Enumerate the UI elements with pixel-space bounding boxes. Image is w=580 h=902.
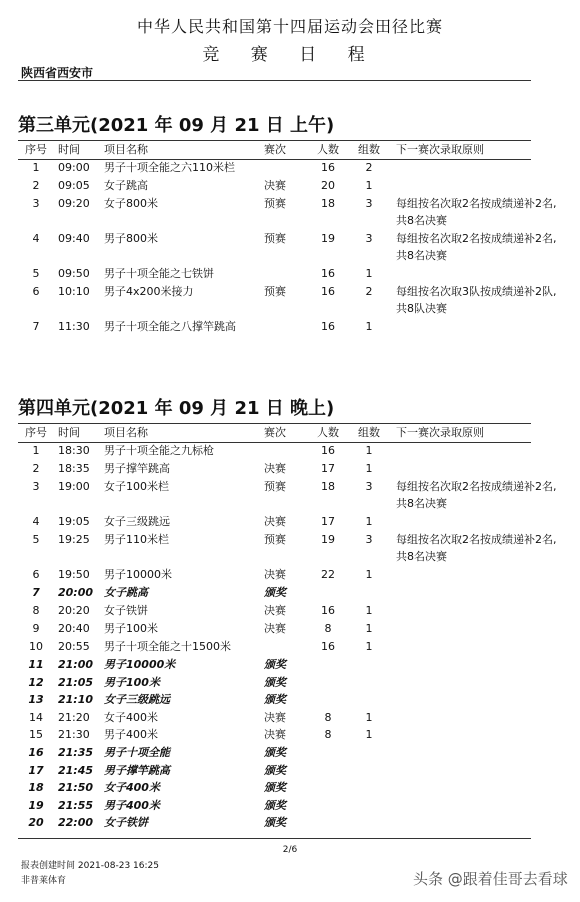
cell-event: 男子十项全能之六110米栏 bbox=[104, 161, 235, 174]
section-title: 第四单元(2021 年 09 月 21 日 晚上) bbox=[18, 398, 335, 419]
cell-rule: 每组按名次取3队按成绩递补2队,共8队决赛 bbox=[396, 285, 557, 315]
cell-g: 3 bbox=[365, 480, 373, 493]
cell-time: 21:20 bbox=[58, 711, 90, 724]
cell-event: 女子跳高 bbox=[104, 586, 148, 599]
cell-event: 男子撑竿跳高 bbox=[104, 462, 170, 475]
column-header: 组数 bbox=[358, 143, 380, 156]
cell-event: 男子10000米 bbox=[104, 658, 176, 671]
cell-event: 男子十项全能之七铁饼 bbox=[104, 267, 214, 280]
cell-no: 7 bbox=[32, 320, 40, 333]
cell-time: 18:35 bbox=[58, 462, 90, 475]
cell-no: 16 bbox=[28, 746, 44, 759]
cell-n: 8 bbox=[324, 728, 332, 741]
cell-n: 16 bbox=[321, 161, 335, 174]
cell-n: 22 bbox=[321, 568, 335, 581]
table-row bbox=[18, 691, 558, 709]
table-row bbox=[18, 283, 558, 315]
cell-g: 3 bbox=[365, 533, 373, 546]
venue-label: 陕西省西安市 bbox=[21, 66, 94, 80]
table-row bbox=[18, 620, 558, 638]
cell-n: 17 bbox=[321, 462, 335, 475]
table-row bbox=[18, 726, 558, 744]
table-row bbox=[18, 566, 558, 584]
cell-event: 女子800米 bbox=[104, 197, 158, 210]
cell-event: 男子400米 bbox=[104, 728, 158, 741]
cell-event: 女子三级跳远 bbox=[104, 693, 170, 706]
column-header: 人数 bbox=[317, 143, 339, 156]
cell-no: 12 bbox=[28, 676, 44, 689]
table-row bbox=[18, 478, 558, 510]
column-header: 下一赛次录取原则 bbox=[396, 426, 484, 439]
cell-g: 1 bbox=[365, 444, 373, 457]
cell-no: 6 bbox=[32, 568, 40, 581]
cell-time: 21:30 bbox=[58, 728, 90, 741]
cell-round: 决赛 bbox=[264, 515, 286, 528]
cell-round: 预赛 bbox=[264, 197, 286, 210]
cell-no: 19 bbox=[28, 799, 44, 812]
cell-no: 2 bbox=[32, 462, 40, 475]
cell-time: 18:30 bbox=[58, 444, 90, 457]
cell-n: 20 bbox=[321, 179, 335, 192]
cell-round: 颁奖 bbox=[264, 781, 286, 794]
cell-time: 09:05 bbox=[58, 179, 90, 192]
table-row bbox=[18, 177, 558, 195]
header-divider bbox=[18, 80, 531, 81]
cell-event: 男子100米 bbox=[104, 676, 160, 689]
page-number: 2/6 bbox=[282, 845, 298, 855]
cell-no: 18 bbox=[28, 781, 44, 794]
cell-n: 16 bbox=[321, 285, 335, 298]
cell-round: 预赛 bbox=[264, 232, 286, 245]
cell-time: 19:00 bbox=[58, 480, 90, 493]
cell-no: 6 bbox=[32, 285, 40, 298]
cell-n: 16 bbox=[321, 320, 335, 333]
table-row bbox=[18, 656, 558, 674]
document-title: 中华人民共和国第十四届运动会田径比赛 bbox=[136, 17, 443, 36]
cell-round: 决赛 bbox=[264, 568, 286, 581]
column-header: 项目名称 bbox=[104, 426, 148, 439]
table-row bbox=[18, 744, 558, 762]
cell-n: 16 bbox=[321, 267, 335, 280]
section-title: 第三单元(2021 年 09 月 21 日 上午) bbox=[18, 115, 335, 136]
cell-time: 21:35 bbox=[58, 746, 94, 759]
table-row bbox=[18, 460, 558, 478]
column-header: 赛次 bbox=[264, 426, 286, 439]
cell-round: 颁奖 bbox=[264, 746, 286, 759]
cell-no: 9 bbox=[32, 622, 40, 635]
table-header bbox=[18, 141, 558, 159]
cell-rule: 每组按名次取2名按成绩递补2名,共8名决赛 bbox=[396, 480, 557, 510]
table-row bbox=[18, 195, 558, 227]
cell-time: 19:25 bbox=[58, 533, 90, 546]
cell-event: 女子跳高 bbox=[104, 179, 148, 192]
cell-rule: 每组按名次取2名按成绩递补2名,共8名决赛 bbox=[396, 232, 557, 262]
column-header: 时间 bbox=[58, 426, 80, 439]
cell-time: 22:00 bbox=[58, 816, 94, 829]
table-row bbox=[18, 674, 558, 692]
cell-g: 1 bbox=[365, 462, 373, 475]
cell-no: 1 bbox=[32, 161, 40, 174]
watermark-text: 头条 @跟着佳哥去看球 bbox=[413, 870, 568, 888]
cell-no: 10 bbox=[29, 640, 43, 653]
cell-time: 09:50 bbox=[58, 267, 90, 280]
cell-time: 21:50 bbox=[58, 781, 94, 794]
cell-no: 3 bbox=[32, 197, 40, 210]
table-row bbox=[18, 779, 558, 797]
cell-no: 5 bbox=[32, 533, 40, 546]
cell-time: 19:50 bbox=[58, 568, 90, 581]
cell-n: 18 bbox=[321, 197, 335, 210]
cell-event: 女子铁饼 bbox=[104, 816, 148, 829]
cell-no: 2 bbox=[32, 179, 40, 192]
cell-g: 1 bbox=[365, 267, 373, 280]
cell-round: 决赛 bbox=[264, 728, 286, 741]
cell-event: 男子100米 bbox=[104, 622, 158, 635]
cell-time: 20:40 bbox=[58, 622, 90, 635]
cell-event: 男子十项全能之十1500米 bbox=[104, 640, 231, 653]
table-row bbox=[18, 709, 558, 727]
cell-event: 男子十项全能 bbox=[104, 746, 170, 759]
cell-rule: 每组按名次取2名按成绩递补2名,共8名决赛 bbox=[396, 197, 557, 227]
table-row bbox=[18, 318, 558, 336]
cell-event: 男子400米 bbox=[104, 799, 160, 812]
table-row bbox=[18, 442, 558, 460]
column-header: 组数 bbox=[358, 426, 380, 439]
table-row bbox=[18, 814, 558, 832]
cell-event: 男子10000米 bbox=[104, 568, 172, 581]
cell-no: 4 bbox=[32, 232, 40, 245]
cell-event: 男子撑竿跳高 bbox=[104, 764, 170, 777]
cell-time: 20:55 bbox=[58, 640, 90, 653]
table-row bbox=[18, 584, 558, 602]
column-header: 时间 bbox=[58, 143, 80, 156]
cell-time: 11:30 bbox=[58, 320, 90, 333]
table-row bbox=[18, 602, 558, 620]
cell-g: 1 bbox=[365, 568, 373, 581]
cell-g: 1 bbox=[365, 622, 373, 635]
cell-round: 颁奖 bbox=[264, 816, 286, 829]
column-header: 序号 bbox=[25, 426, 47, 439]
cell-round: 预赛 bbox=[264, 480, 286, 493]
footer-divider bbox=[18, 838, 531, 839]
cell-event: 男子4x200米接力 bbox=[104, 285, 194, 298]
cell-time: 19:05 bbox=[58, 515, 90, 528]
cell-time: 09:40 bbox=[58, 232, 90, 245]
cell-no: 4 bbox=[32, 515, 40, 528]
cell-time: 21:00 bbox=[58, 658, 94, 671]
cell-n: 19 bbox=[321, 232, 335, 245]
cell-round: 决赛 bbox=[264, 622, 286, 635]
column-header: 项目名称 bbox=[104, 143, 148, 156]
column-header: 人数 bbox=[317, 426, 339, 439]
cell-round: 颁奖 bbox=[264, 658, 286, 671]
table-header bbox=[18, 424, 558, 442]
table-row bbox=[18, 797, 558, 815]
cell-event: 女子铁饼 bbox=[104, 604, 148, 617]
table-row bbox=[18, 513, 558, 531]
cell-n: 16 bbox=[321, 604, 335, 617]
document-subtitle: 竞 赛 日 程 bbox=[202, 45, 378, 65]
cell-n: 18 bbox=[321, 480, 335, 493]
cell-time: 21:45 bbox=[58, 764, 94, 777]
cell-no: 3 bbox=[32, 480, 40, 493]
cell-event: 男子800米 bbox=[104, 232, 158, 245]
cell-round: 决赛 bbox=[264, 604, 286, 617]
cell-time: 10:10 bbox=[58, 285, 90, 298]
table-row bbox=[18, 159, 558, 177]
cell-time: 20:20 bbox=[58, 604, 90, 617]
cell-g: 1 bbox=[365, 604, 373, 617]
cell-event: 男子十项全能之八撑竿跳高 bbox=[104, 320, 236, 333]
table-row bbox=[18, 531, 558, 563]
cell-round: 颁奖 bbox=[264, 676, 286, 689]
cell-g: 1 bbox=[365, 728, 373, 741]
cell-time: 21:10 bbox=[58, 693, 94, 706]
column-header: 赛次 bbox=[264, 143, 286, 156]
cell-round: 决赛 bbox=[264, 179, 286, 192]
cell-round: 预赛 bbox=[264, 533, 286, 546]
cell-time: 09:20 bbox=[58, 197, 90, 210]
cell-round: 决赛 bbox=[264, 711, 286, 724]
cell-round: 颁奖 bbox=[264, 799, 286, 812]
cell-g: 1 bbox=[365, 320, 373, 333]
cell-g: 1 bbox=[365, 640, 373, 653]
cell-event: 女子400米 bbox=[104, 781, 160, 794]
table-row bbox=[18, 265, 558, 283]
cell-no: 13 bbox=[28, 693, 44, 706]
cell-no: 1 bbox=[32, 444, 40, 457]
cell-round: 颁奖 bbox=[264, 693, 286, 706]
column-header: 序号 bbox=[25, 143, 47, 156]
cell-n: 19 bbox=[321, 533, 335, 546]
cell-time: 20:00 bbox=[58, 586, 94, 599]
cell-n: 16 bbox=[321, 444, 335, 457]
company-name: 非普莱体育 bbox=[21, 876, 67, 886]
cell-n: 16 bbox=[321, 640, 335, 653]
cell-g: 1 bbox=[365, 179, 373, 192]
table-row bbox=[18, 638, 558, 656]
cell-rule: 每组按名次取2名按成绩递补2名,共8名决赛 bbox=[396, 533, 557, 563]
cell-g: 2 bbox=[365, 285, 373, 298]
cell-n: 17 bbox=[321, 515, 335, 528]
cell-no: 11 bbox=[28, 658, 44, 671]
table-row bbox=[18, 762, 558, 780]
cell-no: 5 bbox=[32, 267, 40, 280]
cell-g: 2 bbox=[365, 161, 373, 174]
cell-no: 15 bbox=[29, 728, 43, 741]
report-created-time: 报表创建时间 2021-08-23 16:25 bbox=[21, 861, 159, 871]
cell-round: 颁奖 bbox=[264, 764, 286, 777]
cell-no: 14 bbox=[29, 711, 43, 724]
cell-time: 21:05 bbox=[58, 676, 94, 689]
cell-no: 17 bbox=[28, 764, 44, 777]
cell-no: 20 bbox=[28, 816, 44, 829]
column-header: 下一赛次录取原则 bbox=[396, 143, 484, 156]
cell-event: 女子100米栏 bbox=[104, 480, 169, 493]
cell-g: 3 bbox=[365, 232, 373, 245]
cell-g: 3 bbox=[365, 197, 373, 210]
cell-n: 8 bbox=[324, 711, 332, 724]
cell-no: 8 bbox=[32, 604, 40, 617]
cell-g: 1 bbox=[365, 515, 373, 528]
cell-event: 女子400米 bbox=[104, 711, 158, 724]
cell-event: 男子十项全能之九标枪 bbox=[104, 444, 214, 457]
cell-no: 7 bbox=[32, 586, 40, 599]
cell-round: 预赛 bbox=[264, 285, 286, 298]
cell-n: 8 bbox=[324, 622, 332, 635]
cell-time: 09:00 bbox=[58, 161, 90, 174]
cell-event: 男子110米栏 bbox=[104, 533, 169, 546]
cell-round: 颁奖 bbox=[264, 586, 286, 599]
cell-time: 21:55 bbox=[58, 799, 94, 812]
table-row bbox=[18, 230, 558, 262]
cell-round: 决赛 bbox=[264, 462, 286, 475]
cell-event: 女子三级跳远 bbox=[104, 515, 170, 528]
cell-g: 1 bbox=[365, 711, 373, 724]
